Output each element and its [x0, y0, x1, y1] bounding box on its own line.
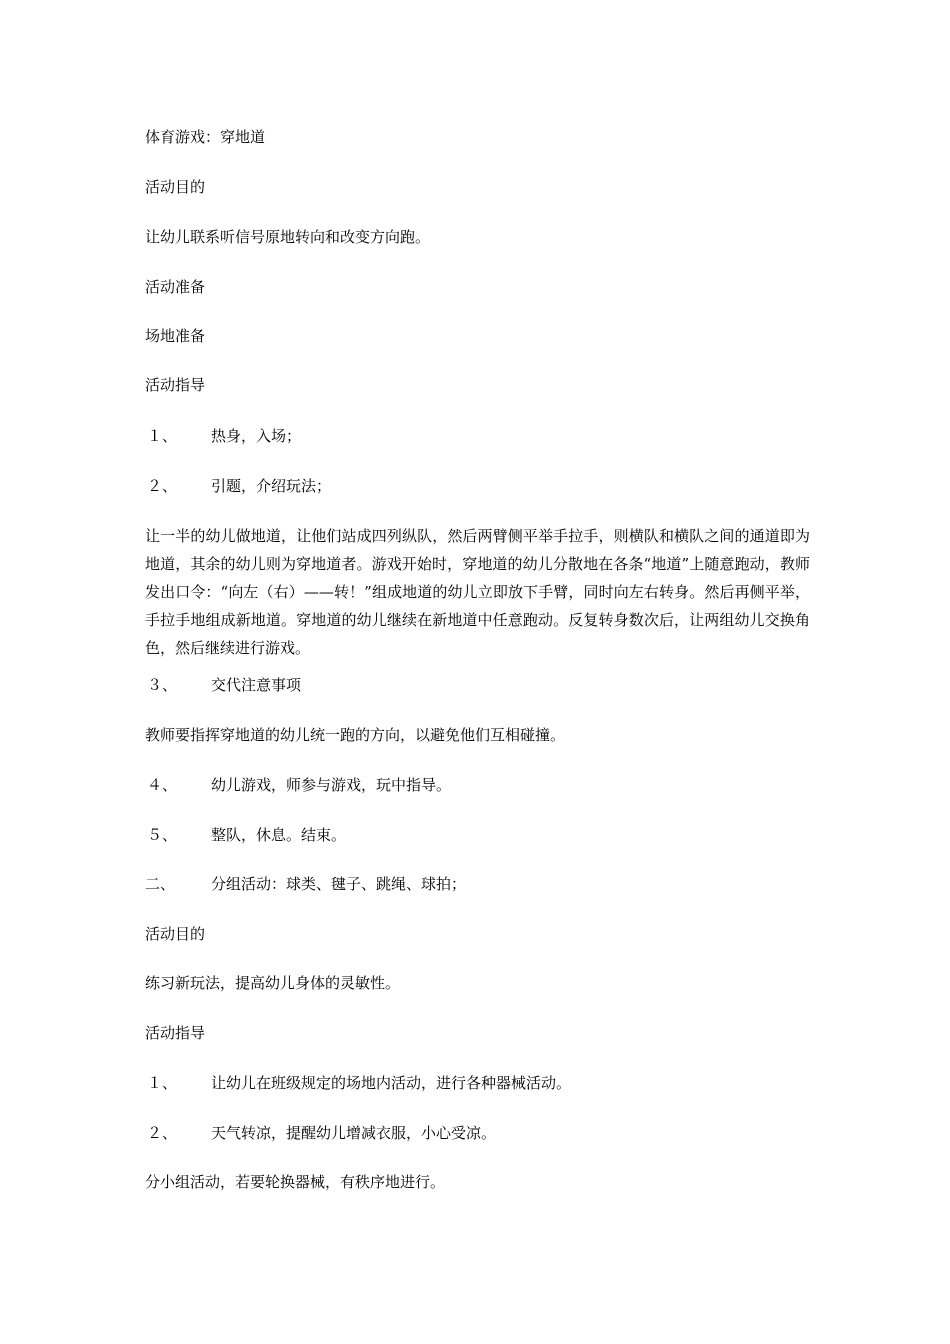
goal-heading-2: 活动目的	[145, 925, 206, 943]
caution-text: 教师要指挥穿地道的幼儿统一跑的方向，以避免他们互相碰撞。	[145, 726, 566, 744]
closing-text: 分小组活动，若要轮换器械，有秩序地进行。	[145, 1173, 446, 1191]
list-item-step5	[145, 825, 346, 845]
list-item-step3	[145, 675, 301, 695]
guide-heading: 活动指导	[145, 376, 206, 394]
list-item-step1	[145, 426, 301, 446]
list-text: 交代注意事项	[211, 676, 302, 694]
list-item-step2	[145, 476, 331, 496]
list-text: 幼儿游戏，师参与游戏，玩中指导。	[211, 776, 452, 794]
list-item-g2-step2	[145, 1123, 496, 1143]
list-item-g2-step1	[145, 1073, 571, 1093]
list-number: ２、	[147, 477, 178, 495]
list-text: 天气转凉，提醒幼儿增减衣服，小心受凉。	[211, 1124, 497, 1142]
list-number: ４、	[147, 776, 178, 794]
list-text: 热身，入场；	[211, 427, 302, 445]
list-number: ５、	[147, 826, 178, 844]
list-item-step4	[145, 775, 451, 795]
part-number: 二、	[145, 875, 176, 893]
part2-heading	[145, 874, 466, 894]
rules-paragraph: 让一半的幼儿做地道，让他们站成四列纵队，然后两臂侧平举手拉手，则横队和横队之间的通道即为地道，其余的幼儿则为穿地道者。游戏开始时，穿地道的幼儿分散地在各条“地道”上随意跑动，教师发出口令：“向左（右）——转！”组成地道的幼儿立即放下手臂，同时向左右转身。然后再侧平举，手拉手地组成新地道。穿地道的幼儿继续在新地道中任意跑动。反复转身数次后，让两组幼儿交换角色，然后继续进行游戏。	[145, 527, 810, 657]
prep-text: 场地准备	[145, 327, 206, 345]
list-number: ２、	[147, 1124, 178, 1142]
list-number: １、	[147, 427, 178, 445]
list-text: 引题，介绍玩法；	[211, 477, 332, 495]
list-text: 整队，休息。结束。	[211, 826, 347, 844]
list-number: ３、	[147, 676, 178, 694]
list-number: １、	[147, 1074, 178, 1092]
list-text: 让幼儿在班级规定的场地内活动，进行各种器械活动。	[211, 1074, 572, 1092]
goal-text: 让幼儿联系听信号原地转向和改变方向跑。	[145, 228, 431, 246]
guide-heading-2: 活动指导	[145, 1024, 206, 1042]
goal-text-2: 练习新玩法，提高幼儿身体的灵敏性。	[145, 974, 401, 992]
part-text: 分组活动：球类、毽子、跳绳、球拍；	[211, 875, 467, 893]
document-title: 体育游戏：穿地道	[145, 128, 266, 146]
prep-heading: 活动准备	[145, 278, 206, 296]
goal-heading: 活动目的	[145, 178, 206, 196]
